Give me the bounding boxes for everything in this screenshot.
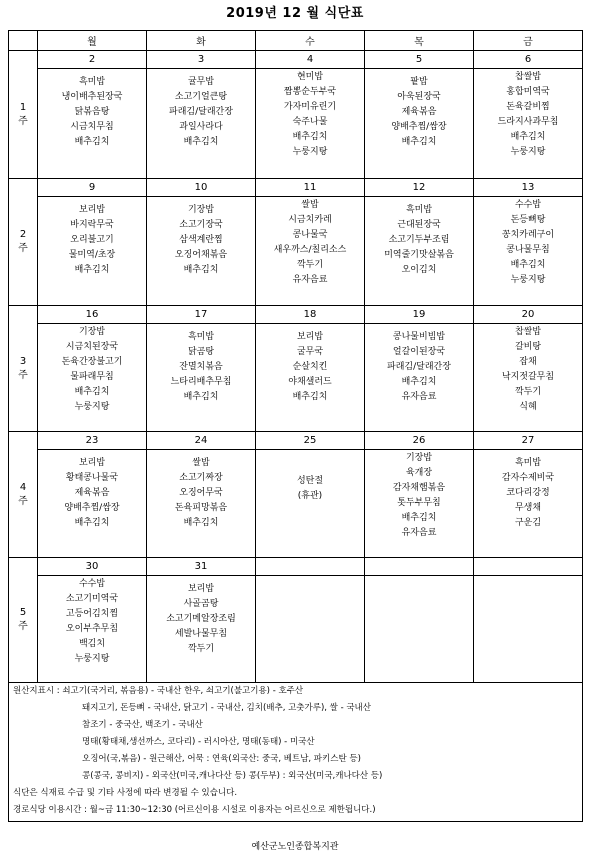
date-number: 2 [38,51,146,69]
menu-item: 물파래무침 [70,372,114,382]
menu-item: 코다리강정 [506,488,550,498]
menu-list [256,69,364,160]
day-cell-wed [256,306,365,432]
menu-item: 소고기두부조림 [388,235,450,245]
date-number: 24 [147,432,255,450]
day-cell-mon [38,179,147,306]
menu-item: 근대된장국 [397,220,441,230]
menu-item: 현미밥 [296,72,324,82]
menu-item: 깍두기 [296,260,324,270]
menu-item: 고등어김치찜 [65,609,119,619]
menu-item: 배추김치 [183,137,219,147]
date-number [256,558,364,576]
menu-list [474,576,582,577]
menu-item: 배추김치 [292,392,328,402]
menu-list [474,69,582,160]
menu-item: 콩나물국 [292,230,328,240]
menu-list [365,450,473,541]
menu-item: 보리밥 [78,205,106,215]
week-label: 4 주 [9,432,38,558]
menu-item: 쌀밥 [192,458,210,468]
menu-item: 냉이배추된장국 [61,92,123,102]
menu-item: 제육볶음 [401,107,437,117]
menu-item: 구운김 [514,518,542,528]
menu-item: 흑미밥 [78,77,106,87]
menu-item: 유자음료 [292,275,328,285]
day-cell-tue [147,306,256,432]
menu-list [147,324,255,405]
menu-item: 갈비탕 [514,342,542,352]
corner-cell [9,31,38,51]
menu-item: (휴관) [297,491,323,501]
date-number: 23 [38,432,146,450]
menu-list [365,69,473,150]
menu-list [256,576,364,577]
menu-item: 시금치카레 [288,215,332,225]
menu-item: 소고기미역국 [65,594,119,604]
date-number: 25 [256,432,364,450]
menu-item: 귤무밥 [187,77,215,87]
day-cell-thu [365,558,474,683]
holiday-note [256,450,364,504]
menu-item: 식혜 [519,402,537,412]
menu-item: 흑미밥 [187,332,215,342]
menu-list [38,324,146,415]
menu-item: 황태콩나물국 [65,473,119,483]
menu-item: 오징어채볶음 [174,250,228,260]
menu-item: 파래김/달래간장 [387,362,451,372]
origin-note-4: 명태(황태채,생선까스, 코다리) - 러시아산, 명태(동태) - 미국산 [82,737,315,747]
menu-item: 흑미밥 [514,458,542,468]
menu-item: 닭볶음탕 [74,107,110,117]
day-cell-tue [147,558,256,683]
menu-item: 가자미유린기 [283,102,337,112]
footer-organization: 예산군노인종합복지관 [251,842,339,852]
menu-item: 감자수제비국 [501,473,555,483]
menu-item: 깍두기 [514,387,542,397]
menu-list [147,576,255,657]
date-number: 27 [474,432,582,450]
menu-list [38,450,146,531]
week-row [9,51,583,179]
notes-row [9,683,583,822]
menu-item: 백김치 [78,639,106,649]
dining-hours-note: 경로식당 이용시간 : 월~금 11:30~12:30 (어르신이용 시설로 이용자는 어르신으로 제한됩니다.) [13,805,376,815]
menu-item: 배추김치 [401,137,437,147]
week-label: 3 주 [9,306,38,432]
menu-item: 누룽지탕 [510,147,546,157]
week-label: 5 주 [9,558,38,683]
menu-item: 꽁치카레구이 [501,230,555,240]
menu-item: 찹쌀밥 [514,72,542,82]
menu-item: 짬뽕순두부국 [283,87,337,97]
menu-item: 얼갈이된장국 [392,347,446,357]
day-cell-mon [38,432,147,558]
meal-plan-table [8,30,583,822]
menu-item: 돈등뼈탕 [510,215,546,225]
menu-change-note: 식단은 식재료 수급 및 기타 사정에 따라 변경될 수 있습니다. [13,788,238,798]
date-number: 5 [365,51,473,69]
menu-item: 깍두기 [187,644,215,654]
menu-item: 육개장 [405,468,433,478]
menu-item: 콩나물비빔밥 [392,332,446,342]
menu-item: 배추김치 [74,518,110,528]
day-cell-fri [474,51,583,179]
day-header-wed: 수 [256,31,365,51]
date-number [474,558,582,576]
day-cell-mon [38,558,147,683]
menu-item: 배추김치 [74,137,110,147]
menu-list [365,324,473,405]
menu-item: 야채샐러드 [288,377,332,387]
date-number: 17 [147,306,255,324]
notes-cell [9,683,583,822]
menu-list [474,324,582,415]
menu-item: 배추김치 [183,265,219,275]
day-cell-thu [365,432,474,558]
page-title: 2019년 12 월 식단표 [226,6,364,21]
menu-item: 배추김치 [74,387,110,397]
menu-item: 배추김치 [183,392,219,402]
date-number: 18 [256,306,364,324]
menu-list [256,197,364,288]
menu-item: 유자음료 [401,528,437,538]
origin-note-1: 원산지표시 : 쇠고기(국거리, 볶음용) - 국내산 한우, 쇠고기(불고기용) - 호주산 [13,686,304,696]
menu-item: 홍합미역국 [506,87,550,97]
menu-item: 세발나물무침 [174,629,228,639]
menu-item: 돈육간장불고기 [61,357,123,367]
menu-item: 소고기장국 [179,220,223,230]
menu-item: 보리밥 [187,584,215,594]
day-cell-tue [147,179,256,306]
menu-item: 닭곰탕 [187,347,215,357]
day-header-thu: 목 [365,31,474,51]
date-number: 13 [474,179,582,197]
date-number: 9 [38,179,146,197]
date-number: 11 [256,179,364,197]
week-label: 1 주 [9,51,38,179]
day-cell-fri [474,558,583,683]
day-cell-fri [474,179,583,306]
date-number: 6 [474,51,582,69]
menu-item: 돈육갈비찜 [506,102,550,112]
day-cell-wed [256,558,365,683]
day-header-fri: 금 [474,31,583,51]
origin-note-3: 참조기 - 중국산, 백조기 - 국내산 [82,720,203,730]
menu-item: 양배추찜/쌈장 [391,122,447,132]
menu-item: 수수밥 [514,200,542,210]
menu-item: 잔멸치볶음 [179,362,223,372]
day-header-mon: 월 [38,31,147,51]
menu-item: 소고기메알장조림 [166,614,236,624]
menu-list [147,450,255,531]
menu-list [256,324,364,405]
day-cell-thu [365,179,474,306]
menu-list [365,197,473,278]
menu-item: 오이부추무침 [65,624,119,634]
menu-item: 기장밥 [78,327,106,337]
menu-item: 느타리배추무침 [170,377,232,387]
menu-item: 파래김/달래간장 [169,107,233,117]
menu-list [474,197,582,288]
week-row [9,306,583,432]
menu-list [38,576,146,667]
menu-item: 오이김치 [401,265,437,275]
menu-item: 드라지사과무침 [497,117,559,127]
menu-item: 사골곰탕 [183,599,219,609]
menu-item: 누룽지탕 [510,275,546,285]
menu-item: 누룽지탕 [74,402,110,412]
menu-list [147,197,255,278]
day-cell-wed [256,432,365,558]
menu-item: 배추김치 [510,260,546,270]
menu-item: 소고기짜장 [179,473,223,483]
menu-item: 보리밥 [296,332,324,342]
day-cell-thu [365,51,474,179]
menu-item: 물미역/초장 [68,250,116,260]
menu-item: 배추김치 [401,513,437,523]
day-cell-tue [147,432,256,558]
menu-list [38,69,146,150]
week-row [9,179,583,306]
menu-item: 유자음료 [401,392,437,402]
menu-item: 오리불고기 [70,235,114,245]
menu-item: 배추김치 [183,518,219,528]
menu-item: 감자채햄볶음 [392,483,446,493]
menu-item: 기장밥 [187,205,215,215]
menu-item: 성탄절 [296,476,324,486]
menu-item: 쌀밥 [301,200,319,210]
menu-list [365,576,473,577]
menu-item: 보리밥 [78,458,106,468]
menu-item: 양배추찜/쌈장 [64,503,120,513]
date-number: 31 [147,558,255,576]
menu-item: 제육볶음 [74,488,110,498]
date-number: 26 [365,432,473,450]
day-cell-tue [147,51,256,179]
origin-note-6: 콩(콩국, 콩비지) - 외국산(미국,캐나다산 등) 콩(두부) : 외국산(미국,캐나다산 등) [82,771,383,781]
menu-item: 톳두부무침 [397,498,441,508]
menu-item: 콩나물무침 [506,245,550,255]
menu-item: 누룽지탕 [74,654,110,664]
menu-item: 팥밥 [410,77,428,87]
menu-list [147,69,255,150]
menu-item: 흑미밥 [405,205,433,215]
menu-item: 배추김치 [401,377,437,387]
menu-item: 새우까스/칠리소스 [273,245,347,255]
date-number: 20 [474,306,582,324]
menu-item: 과일사라다 [179,122,223,132]
menu-item: 오징어무국 [179,488,223,498]
menu-item: 잡채 [519,357,537,367]
date-number: 4 [256,51,364,69]
menu-item: 바지락무국 [70,220,114,230]
menu-item: 배추김치 [74,265,110,275]
day-cell-wed [256,179,365,306]
origin-note-2: 돼지고기, 돈등뼈 - 국내산, 닭고기 - 국내산, 김치(배추, 고춧가루), 쌀 - 국내산 [82,703,371,713]
week-label: 2 주 [9,179,38,306]
menu-item: 순살치킨 [292,362,328,372]
menu-item: 아욱된장국 [397,92,441,102]
weeks-body [9,51,583,683]
day-cell-fri [474,432,583,558]
date-number: 12 [365,179,473,197]
menu-item: 수수밥 [78,579,106,589]
menu-item: 기장밥 [405,453,433,463]
date-number [365,558,473,576]
menu-item: 배추김치 [510,132,546,142]
week-row [9,432,583,558]
day-header-tue: 화 [147,31,256,51]
day-cell-fri [474,306,583,432]
menu-item: 돈육피망볶음 [174,503,228,513]
date-number: 19 [365,306,473,324]
table-header-row [9,31,583,51]
menu-item: 무생채 [514,503,542,513]
menu-item: 시금치된장국 [65,342,119,352]
menu-item: 시금치무침 [70,122,114,132]
day-cell-thu [365,306,474,432]
date-number: 30 [38,558,146,576]
menu-item: 미역줄기맛살볶음 [384,250,454,260]
origin-note-5: 오징어(국,볶음) - 원근해산, 어묵 : 연육(외국산: 중국, 베트남, 파키스탄 등) [82,754,361,764]
day-cell-mon [38,51,147,179]
menu-item: 굴무국 [296,347,324,357]
week-row [9,558,583,683]
menu-item: 소고기얼큰탕 [174,92,228,102]
menu-list [38,197,146,278]
menu-list [474,450,582,531]
menu-item: 숙주나물 [292,117,328,127]
date-number: 10 [147,179,255,197]
menu-item: 낙지젓갈무침 [501,372,555,382]
day-cell-wed [256,51,365,179]
menu-item: 배추김치 [292,132,328,142]
date-number: 3 [147,51,255,69]
menu-item: 삼색계란찜 [179,235,223,245]
day-cell-mon [38,306,147,432]
date-number: 16 [38,306,146,324]
menu-item: 누룽지탕 [292,147,328,157]
menu-item: 찹쌀밥 [514,327,542,337]
